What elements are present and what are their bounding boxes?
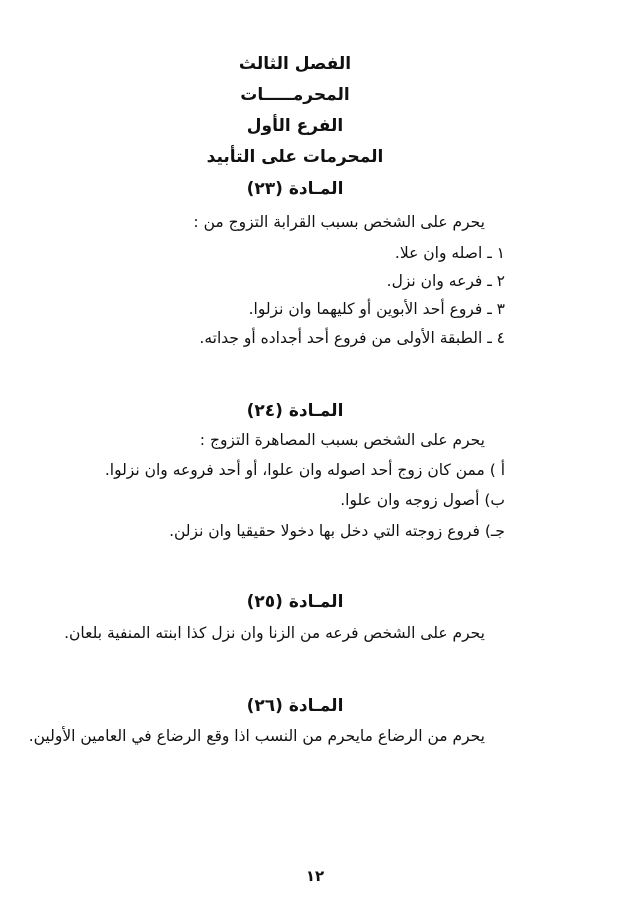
article-24-item-a: أ ) ممن كان زوج أحد اصوله وان علوا، أو أحد فروعه وان نزلوا. [104,461,505,479]
article-24-title: المـادة (٢٤) [246,401,344,421]
article-23-item-2: ٢ ـ فرعه وان نزل. [386,272,505,290]
article-25-title: المـادة (٢٥) [246,592,344,612]
article-24-item-c: جـ) فروع زوجته التي دخل بها دخولا حقيقيا وان نزلن. [169,522,505,540]
article-23-item-3: ٣ ـ فروع أحد الأبوين أو كليهما وان نزلوا. [248,300,505,318]
branch-heading: الفرع الأول [246,116,344,136]
article-26-title: المـادة (٢٦) [246,696,344,716]
article-26-text: يحرم من الرضاع مايحرم من النسب اذا وقع الرضاع في العامين الأولين. [28,727,485,745]
article-23-item-4: ٤ ـ الطبقة الأولى من فروع أحد أجداده أو جداته. [199,329,505,347]
article-23-intro: يحرم على الشخص بسبب القرابة التزوج من : [193,213,485,231]
chapter-heading: الفصل الثالث [238,54,352,74]
article-24-intro: يحرم على الشخص بسبب المصاهرة التزوج : [199,431,485,449]
article-23-item-1: ١ ـ اصله وان علا. [394,244,505,262]
chapter-subject-heading: المحرمـــــات [240,85,350,105]
article-23-title: المـادة (٢٣) [246,179,344,199]
article-24-item-b: ب) أصول زوجه وان علوا. [340,491,505,509]
article-25-text: يحرم على الشخص فرعه من الزنا وان نزل كذا ابنته المنفية بلعان. [64,624,485,642]
page-number: ١٢ [305,867,325,885]
branch-subject-heading: المحرمات على التأبيد [206,147,384,167]
